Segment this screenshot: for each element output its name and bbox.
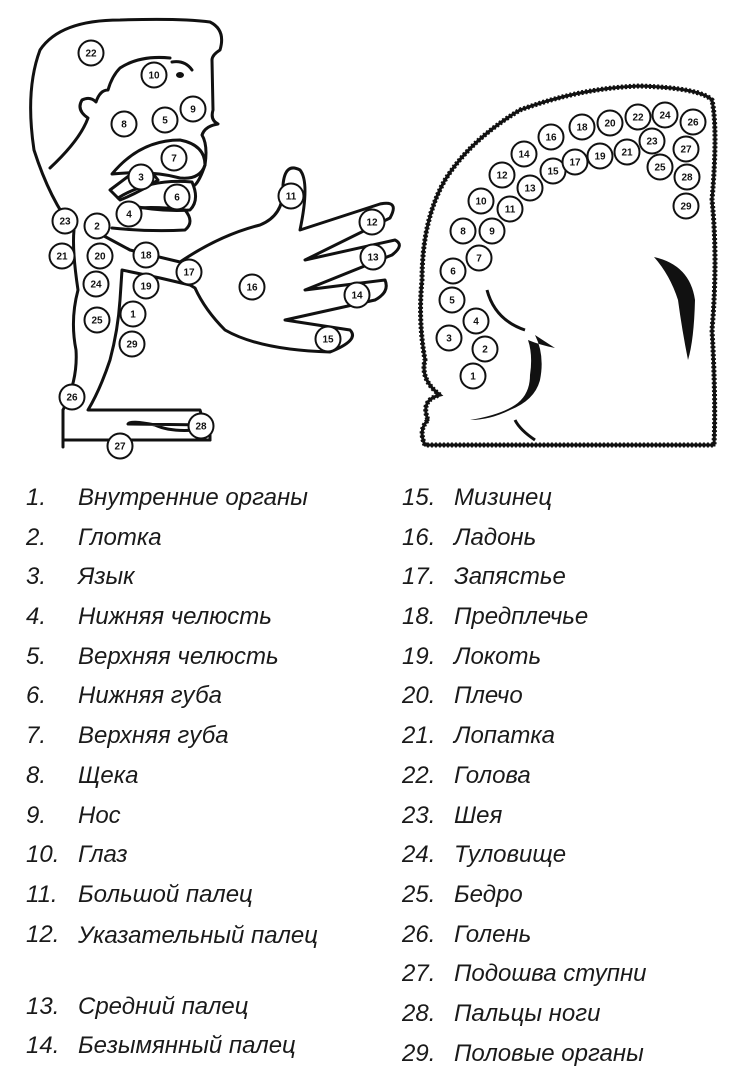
svg-text:21: 21 (56, 251, 68, 263)
svg-text:1: 1 (470, 371, 476, 383)
right-marker (518, 176, 543, 201)
legend-item-number: 21. (402, 722, 436, 750)
left-marker (79, 41, 104, 66)
right-marker (615, 140, 640, 165)
svg-text:3: 3 (138, 172, 144, 184)
left-marker (117, 202, 142, 227)
right-marker (437, 326, 462, 351)
legend-item-number: 25. (402, 880, 436, 908)
legend-item-number: 18. (402, 603, 436, 631)
legend-item (402, 756, 742, 796)
right-marker (461, 364, 486, 389)
legend-item-label: Мизинец (454, 484, 553, 511)
svg-text:9: 9 (489, 226, 495, 238)
legend-item-label: Плечо (454, 682, 523, 710)
svg-text:9: 9 (190, 104, 196, 116)
svg-text:22: 22 (632, 112, 644, 124)
legend-item (26, 637, 386, 677)
left-marker (121, 302, 146, 327)
legend-item-label: Шея (454, 801, 503, 829)
svg-text:2: 2 (482, 344, 488, 356)
left-marker (120, 332, 145, 357)
svg-text:24: 24 (659, 110, 671, 122)
legend-item-number: 23. (402, 801, 436, 829)
legend-item-label: Безымянный палец (78, 1032, 296, 1060)
svg-text:20: 20 (94, 251, 106, 263)
svg-text:13: 13 (367, 252, 379, 264)
left-marker (181, 97, 206, 122)
left-marker (162, 146, 187, 171)
legend-item-label: Голень (454, 920, 532, 948)
legend-item (26, 796, 386, 836)
svg-text:23: 23 (646, 136, 658, 148)
left-diagram-markers (50, 41, 386, 459)
right-marker (598, 111, 623, 136)
svg-text:11: 11 (285, 191, 297, 203)
legend-item-label: Внутренние органы (78, 484, 308, 511)
legend-item-number: 15. (402, 484, 436, 511)
legend-item-label: Нижняя губа (78, 682, 222, 710)
left-marker (84, 272, 109, 297)
right-marker (675, 165, 700, 190)
svg-text:7: 7 (171, 153, 177, 165)
legend-item-number: 10. (26, 841, 60, 869)
legend-item (26, 716, 386, 756)
svg-text:12: 12 (496, 170, 508, 182)
right-marker (653, 103, 678, 128)
svg-text:28: 28 (195, 421, 207, 433)
left-marker (165, 185, 190, 210)
left-marker (153, 108, 178, 133)
legend-item-label: Пальцы ноги (454, 999, 601, 1027)
svg-text:3: 3 (446, 333, 452, 345)
right-marker (563, 150, 588, 175)
svg-text:10: 10 (475, 196, 487, 208)
legend-item-label: Голова (454, 761, 531, 789)
legend-item-number: 3. (26, 563, 47, 591)
legend-item-label: Лопатка (454, 722, 556, 750)
right-marker (674, 194, 699, 219)
left-marker (360, 210, 385, 235)
legend-item (26, 597, 386, 637)
left-marker (142, 63, 167, 88)
legend-item-number: 11. (26, 880, 58, 908)
svg-text:14: 14 (518, 149, 530, 161)
legend-item-number: 24. (402, 841, 436, 869)
svg-text:27: 27 (680, 144, 692, 156)
legend-item-number: 13. (26, 992, 60, 1020)
legend-item-label: Большой палец (78, 880, 253, 908)
legend-item (26, 478, 386, 518)
right-marker (441, 259, 466, 284)
legend-item (402, 796, 742, 836)
legend-item-label: Средний палец (78, 992, 249, 1020)
legend-item (402, 557, 742, 597)
legend-item-number: 20. (402, 682, 436, 710)
legend-item-number: 26. (402, 920, 436, 948)
legend-item-label: Щека (78, 761, 139, 789)
svg-text:6: 6 (174, 192, 180, 204)
legend-left-column (26, 478, 386, 1066)
svg-text:29: 29 (680, 201, 692, 213)
left-marker (134, 274, 159, 299)
legend-item (402, 915, 742, 955)
legend-item-label: Верхняя челюсть (78, 642, 279, 670)
legend-item (402, 835, 742, 875)
legend-item (402, 954, 742, 994)
right-marker (674, 137, 699, 162)
legend-item-label: Глаз (78, 841, 128, 869)
left-marker (129, 165, 154, 190)
left-marker (134, 243, 159, 268)
legend-item (402, 1034, 742, 1074)
svg-text:11: 11 (504, 204, 516, 216)
svg-text:4: 4 (473, 316, 479, 328)
svg-text:12: 12 (366, 217, 378, 229)
legend-item (26, 915, 386, 987)
right-marker (480, 219, 505, 244)
left-marker (85, 308, 110, 333)
right-marker (467, 246, 492, 271)
svg-text:24: 24 (90, 279, 102, 291)
svg-text:1: 1 (130, 309, 136, 321)
legend-item (402, 637, 742, 677)
svg-text:19: 19 (140, 281, 152, 293)
right-marker (539, 125, 564, 150)
legend-item-label: Глотка (78, 523, 162, 551)
left-marker (316, 327, 341, 352)
left-marker (189, 414, 214, 439)
legend-item-label: Туловище (454, 841, 567, 869)
legend-item-number: 2. (26, 523, 47, 551)
legend-item-label: Предплечье (454, 603, 589, 631)
svg-text:8: 8 (460, 226, 466, 238)
left-marker (240, 275, 265, 300)
right-marker (469, 189, 494, 214)
left-marker (345, 283, 370, 308)
svg-text:5: 5 (449, 295, 455, 307)
right-marker (440, 288, 465, 313)
svg-text:25: 25 (654, 162, 666, 174)
left-marker (88, 244, 113, 269)
left-marker (112, 112, 137, 137)
svg-text:6: 6 (450, 266, 456, 278)
eye-mark (176, 72, 184, 78)
svg-text:5: 5 (162, 115, 168, 127)
svg-text:26: 26 (687, 117, 699, 129)
legend-item (26, 987, 386, 1027)
svg-text:28: 28 (681, 172, 693, 184)
legend-item-label: Указательный палец (78, 921, 318, 949)
left-marker (85, 214, 110, 239)
right-marker (490, 163, 515, 188)
legend-item-number: 9. (26, 801, 47, 829)
right-marker (570, 115, 595, 140)
right-marker (648, 155, 673, 180)
legend-item-label: Верхняя губа (78, 722, 229, 750)
right-marker (512, 142, 537, 167)
svg-text:19: 19 (594, 151, 606, 163)
legend-item-label: Нос (78, 801, 121, 829)
legend-item (402, 478, 742, 518)
legend-item-number: 1. (26, 484, 47, 511)
svg-text:8: 8 (121, 119, 127, 131)
legend-item-label: Ладонь (454, 523, 537, 551)
legend-item-number: 19. (402, 642, 436, 670)
svg-text:27: 27 (114, 441, 126, 453)
legend-item-number: 29. (402, 1039, 436, 1067)
legend-item (402, 676, 742, 716)
svg-text:20: 20 (604, 118, 616, 130)
svg-text:25: 25 (91, 315, 103, 327)
legend-item-number: 28. (402, 999, 436, 1027)
svg-text:17: 17 (183, 267, 195, 279)
svg-text:14: 14 (351, 290, 363, 302)
svg-text:21: 21 (621, 147, 633, 159)
right-marker (464, 309, 489, 334)
svg-text:7: 7 (476, 253, 482, 265)
left-marker (108, 434, 133, 459)
svg-text:18: 18 (140, 250, 152, 262)
svg-text:10: 10 (148, 70, 160, 82)
legend-item-number: 16. (402, 523, 436, 551)
svg-text:15: 15 (547, 166, 559, 178)
legend-item-number: 22. (402, 761, 436, 789)
legend-item (402, 597, 742, 637)
legend-item-label: Нижняя челюсть (78, 603, 272, 631)
legend-item (402, 875, 742, 915)
legend-item-label: Подошва ступни (454, 960, 647, 988)
left-marker (60, 385, 85, 410)
legend-item (402, 994, 742, 1034)
left-marker (279, 184, 304, 209)
legend-item-number: 14. (26, 1032, 60, 1060)
svg-text:23: 23 (59, 216, 71, 228)
legend-item-label: Запястье (454, 563, 566, 591)
homunculus-figure (0, 0, 749, 460)
legend-item-number: 4. (26, 603, 47, 631)
legend-item-number: 17. (402, 563, 436, 591)
svg-text:15: 15 (322, 334, 334, 346)
svg-text:29: 29 (126, 339, 138, 351)
svg-text:22: 22 (85, 48, 97, 60)
right-marker (588, 144, 613, 169)
left-marker (361, 245, 386, 270)
legend-item-number: 12. (26, 920, 60, 948)
svg-text:13: 13 (524, 183, 536, 195)
legend-item-label: Язык (78, 563, 135, 591)
right-marker (451, 219, 476, 244)
legend-item (26, 557, 386, 597)
legend-right-column (402, 478, 742, 1073)
right-marker (626, 105, 651, 130)
legend-item (26, 1026, 386, 1066)
legend-item-number: 6. (26, 682, 47, 710)
svg-text:2: 2 (94, 221, 100, 233)
legend-item (402, 518, 742, 558)
svg-text:17: 17 (569, 157, 581, 169)
svg-text:16: 16 (545, 132, 557, 144)
legend-item-label: Бедро (454, 880, 523, 908)
legend-item (26, 756, 386, 796)
legend-item-number: 7. (26, 722, 47, 750)
legend-item-number: 27. (402, 960, 436, 988)
legend-item (26, 676, 386, 716)
left-marker (53, 209, 78, 234)
legend-item-label: Половые органы (454, 1039, 644, 1067)
svg-text:16: 16 (246, 282, 258, 294)
left-marker (177, 260, 202, 285)
left-marker (50, 244, 75, 269)
svg-text:18: 18 (576, 122, 588, 134)
legend-item (26, 518, 386, 558)
right-marker (640, 129, 665, 154)
right-marker (681, 110, 706, 135)
legend-item (26, 835, 386, 875)
legend-item-label: Локоть (454, 642, 542, 670)
right-marker (498, 197, 523, 222)
legend-item-number: 8. (26, 761, 47, 789)
svg-text:26: 26 (66, 392, 78, 404)
svg-text:4: 4 (126, 209, 132, 221)
legend-item (26, 875, 386, 915)
legend-item (402, 716, 742, 756)
legend-item-number: 5. (26, 642, 47, 670)
right-marker (473, 337, 498, 362)
